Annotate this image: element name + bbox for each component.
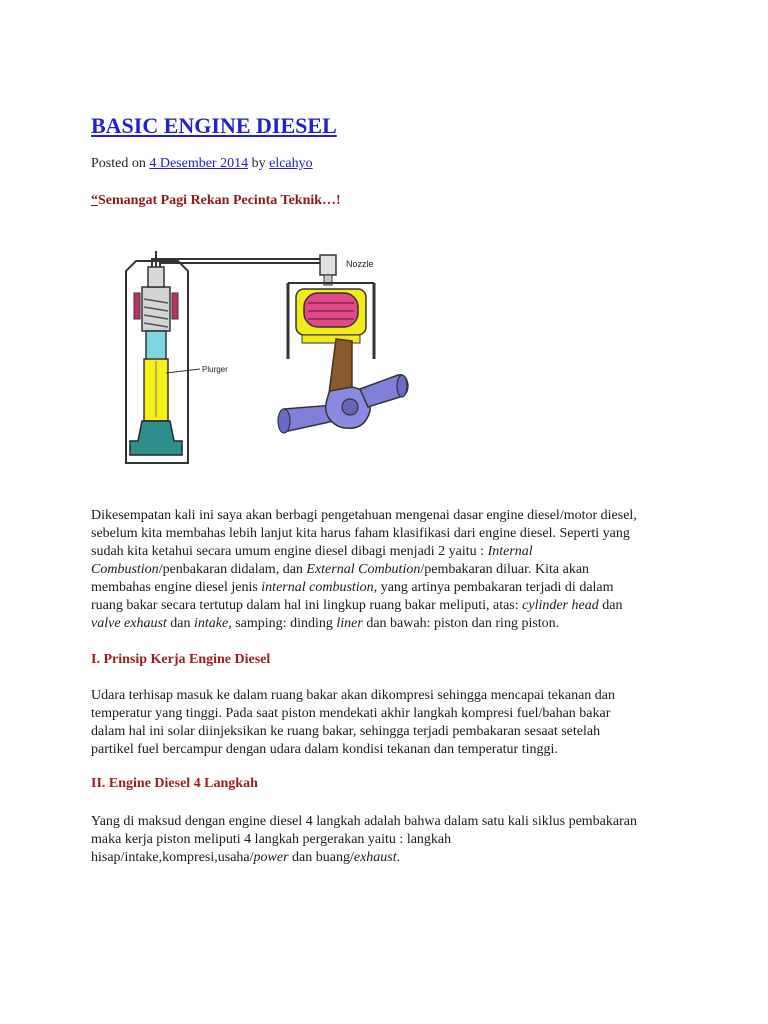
post-title-link[interactable]: BASIC ENGINE DIESEL [91, 113, 337, 138]
greeting [91, 193, 341, 209]
intro-line: Dikesempatan kali ini saya akan berbagi pengetahuan mengenai dasar engine diesel/motor diesel, [91, 508, 637, 523]
intro-line: valve exhaust dan intake, samping: dinding liner dan bawah: piston dan ring piston. [91, 616, 560, 631]
author-link[interactable]: elcahyo [269, 156, 313, 171]
greeting-quote: “ [91, 193, 98, 208]
section1-line: partikel fuel bercampur dengan udara dalam kondisi tekanan dan temperatur tinggi. [91, 742, 558, 757]
by-label: by [251, 156, 266, 171]
posted-on-label: Posted on [91, 156, 146, 171]
intro-line: Combustion/penbakaran didalam, dan External Combution/pembakaran diluar. Kita akan [91, 562, 590, 577]
diesel-injection-diagram [108, 241, 412, 475]
section2-paragraph [91, 813, 691, 867]
plunger-label: Plurger [202, 365, 228, 374]
intro-paragraph [91, 507, 691, 633]
section2-line: maka kerja piston meliputi 4 langkah pergerakan yaitu : langkah [91, 832, 452, 847]
section2-line: hisap/intake,kompresi,usaha/power dan buang/exhaust. [91, 850, 401, 865]
intro-line: sudah kita ketahui secara umum engine diesel dibagi menjadi 2 yaitu : Internal [91, 544, 533, 559]
section1-line: dalam hal ini solar diinjeksikan ke ruang bakar, sehingga terjadi pembakaran sesaat setelah [91, 724, 601, 739]
post-meta [91, 156, 313, 172]
intro-line: membahas engine diesel jenis internal combustion, yang artinya pembakaran terjadi di dalam [91, 580, 614, 595]
section-heading-4-langkah: II. Engine Diesel 4 Langkah [91, 776, 258, 791]
section1-paragraph [91, 687, 691, 759]
nozzle-label: Nozzle [346, 259, 374, 269]
section2-line: Yang di maksud dengan engine diesel 4 langkah adalah bahwa dalam satu kali siklus pembakaran [91, 814, 637, 829]
greeting-text: Semangat Pagi Rekan Pecinta Teknik…! [98, 193, 341, 208]
section1-line: temperatur yang tinggi. Pada saat piston mendekati akhir langkah kompresi fuel/bahan bakar [91, 706, 611, 721]
injection-pump [126, 251, 188, 463]
section1-line: Udara terhisap masuk ke dalam ruang bakar akan dikompresi sehingga mencapai tekanan dan [91, 688, 616, 703]
section-heading-prinsip: I. Prinsip Kerja Engine Diesel [91, 652, 271, 667]
post-date-link[interactable]: 4 Desember 2014 [149, 156, 249, 171]
intro-line: sebelum kita membahas lebih lanjut kita harus faham klasifikasi dari engine diesel. Seperti yang [91, 526, 630, 541]
intro-line: ruang bakar secara tertutup dalam hal ini lingkup ruang bakar meliputi, atas: cylinder head dan [91, 598, 623, 613]
